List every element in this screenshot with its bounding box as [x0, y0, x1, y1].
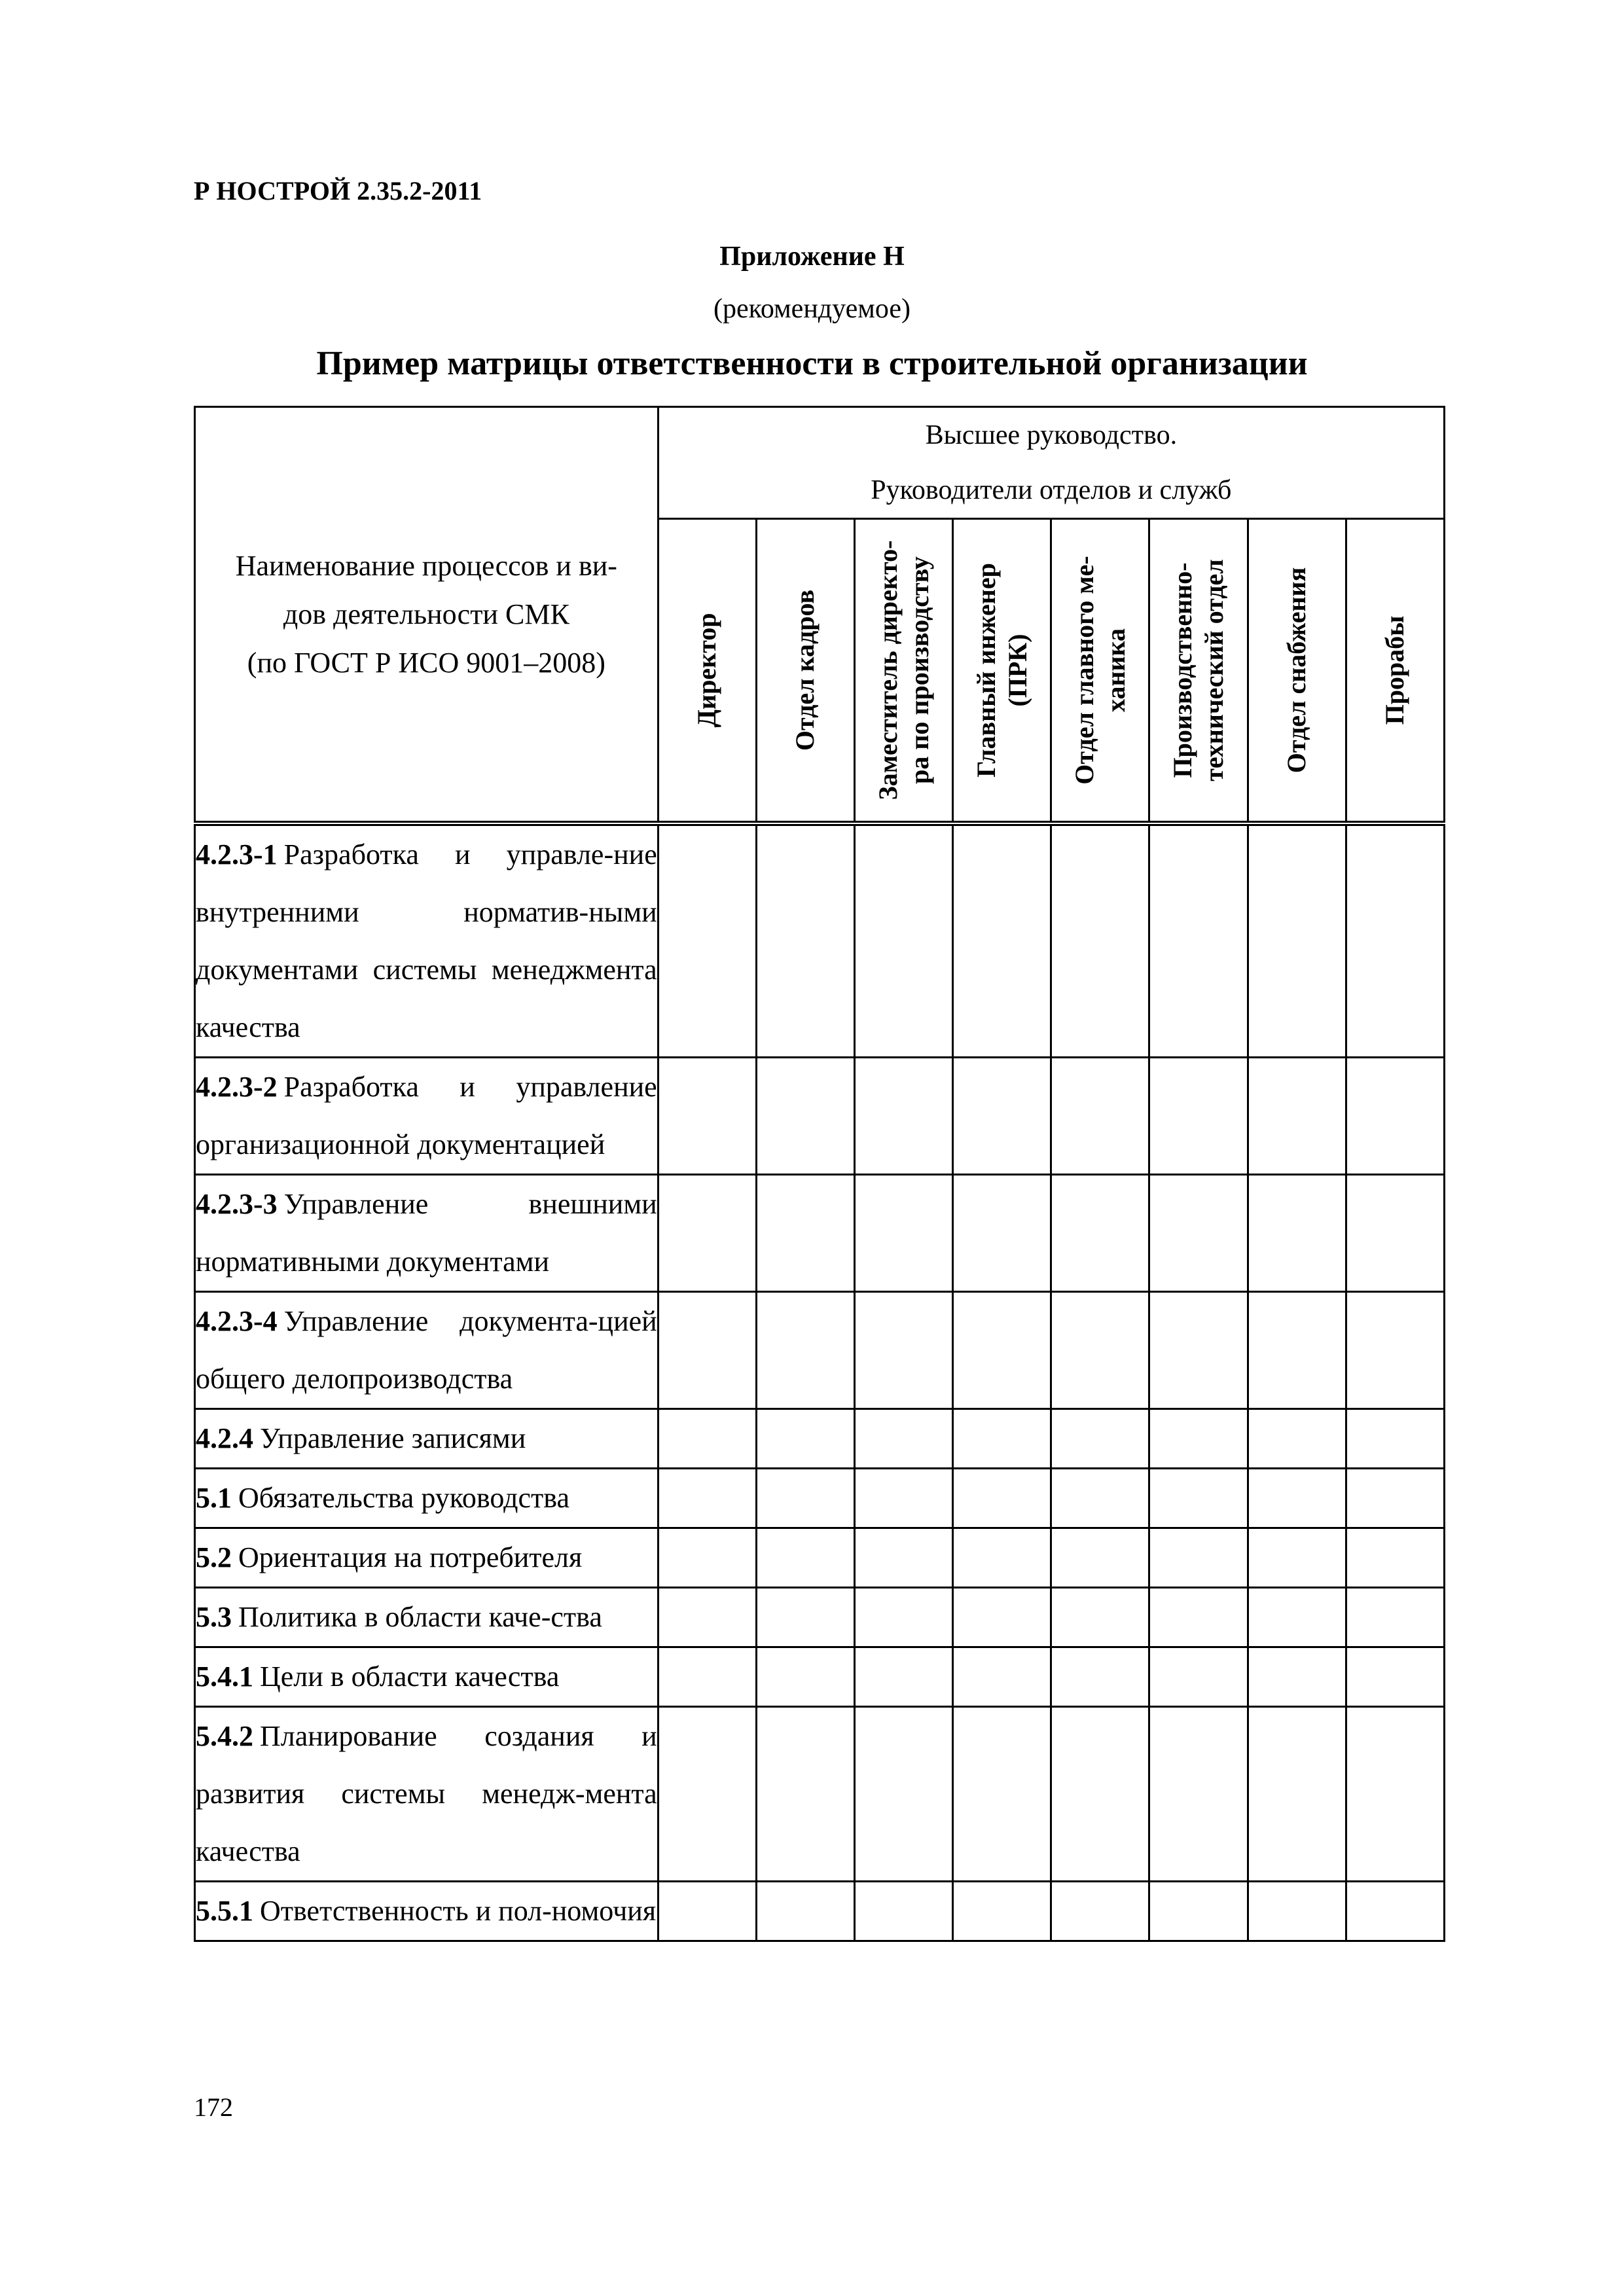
matrix-cell — [855, 1647, 953, 1707]
process-cell — [195, 1469, 659, 1528]
matrix-cell — [1051, 1409, 1149, 1469]
matrix-cell — [658, 1409, 756, 1469]
process-cell — [195, 1175, 659, 1292]
matrix-cell — [1248, 823, 1346, 1058]
matrix-cell — [1149, 1588, 1248, 1647]
matrix-cell — [756, 1707, 854, 1882]
matrix-cell — [953, 1707, 1051, 1882]
matrix-cell — [1346, 1647, 1444, 1707]
matrix-cell — [756, 1058, 854, 1175]
matrix-cell — [1051, 1528, 1149, 1588]
table-row — [195, 1647, 1445, 1707]
matrix-cell — [1248, 1469, 1346, 1528]
process-name: Ориентация на потребителя — [238, 1541, 583, 1573]
matrix-cell — [855, 1409, 953, 1469]
table-row — [195, 1409, 1445, 1469]
process-name: Политика в области каче-ства — [238, 1601, 602, 1633]
matrix-cell — [1346, 1882, 1444, 1941]
matrix-cell — [658, 1882, 756, 1941]
process-cell — [195, 1882, 659, 1941]
process-name: Разработка и управление организационной документацией — [196, 1071, 657, 1160]
role-header-chief-engineer: Главный инженер (ПРК) — [953, 519, 1051, 824]
matrix-cell — [1346, 1409, 1444, 1469]
table-row — [195, 1292, 1445, 1409]
clause-number: 5.4.1 — [196, 1660, 253, 1693]
matrix-cell — [953, 1469, 1051, 1528]
matrix-cell — [1248, 1409, 1346, 1469]
matrix-cell — [1051, 1707, 1149, 1882]
process-cell — [195, 1588, 659, 1647]
matrix-cell — [855, 1058, 953, 1175]
clause-number: 5.2 — [196, 1541, 232, 1573]
process-name: Обязательства руководства — [238, 1482, 569, 1514]
matrix-cell — [756, 1292, 854, 1409]
matrix-cell — [855, 1292, 953, 1409]
matrix-cell — [953, 823, 1051, 1058]
matrix-cell — [1051, 1882, 1149, 1941]
matrix-cell — [1248, 1058, 1346, 1175]
matrix-cell — [756, 1409, 854, 1469]
matrix-cell — [953, 1292, 1051, 1409]
matrix-cell — [1149, 1175, 1248, 1292]
matrix-cell — [756, 1175, 854, 1292]
process-cell — [195, 1292, 659, 1409]
matrix-cell — [1248, 1588, 1346, 1647]
table-row — [195, 1882, 1445, 1941]
table-row — [195, 1175, 1445, 1292]
matrix-cell — [658, 1175, 756, 1292]
process-name: Разработка и управле-ние внутренними норматив-ными документами системы менеджмента качества — [196, 838, 657, 1043]
matrix-cell — [1248, 1528, 1346, 1588]
role-header-hr: Отдел кадров — [756, 519, 854, 824]
matrix-cell — [1149, 1528, 1248, 1588]
table-row — [195, 1588, 1445, 1647]
process-cell — [195, 1058, 659, 1175]
matrix-cell — [953, 1058, 1051, 1175]
matrix-cell — [855, 823, 953, 1058]
role-header-deputy-director: Заместитель директо-ра по производству — [855, 519, 953, 824]
matrix-cell — [658, 823, 756, 1058]
role-header-supply: Отдел снабжения — [1248, 519, 1346, 824]
matrix-cell — [1149, 1647, 1248, 1707]
matrix-cell — [953, 1409, 1051, 1469]
appendix-note: (рекомендуемое) — [713, 294, 911, 324]
matrix-cell — [1346, 823, 1444, 1058]
process-name: Цели в области качества — [260, 1660, 560, 1693]
matrix-cell — [953, 1528, 1051, 1588]
clause-number: 4.2.3-3 — [196, 1188, 278, 1220]
role-header-chief-mechanic: Отдел главного ме-ханика — [1051, 519, 1149, 824]
clause-number: 5.4.2 — [196, 1720, 253, 1752]
matrix-cell — [1248, 1292, 1346, 1409]
matrix-cell — [855, 1588, 953, 1647]
matrix-cell — [1346, 1528, 1444, 1588]
matrix-cell — [756, 1882, 854, 1941]
matrix-cell — [1346, 1588, 1444, 1647]
matrix-cell — [1346, 1175, 1444, 1292]
table-row — [195, 1058, 1445, 1175]
role-header-foremen: Прорабы — [1346, 519, 1444, 824]
matrix-cell — [658, 1292, 756, 1409]
process-cell — [195, 1409, 659, 1469]
process-cell — [195, 823, 659, 1058]
matrix-cell — [658, 1469, 756, 1528]
matrix-cell — [756, 823, 854, 1058]
clause-number: 4.2.3-2 — [196, 1071, 278, 1103]
matrix-cell — [953, 1882, 1051, 1941]
matrix-cell — [1051, 823, 1149, 1058]
matrix-cell — [1051, 1292, 1149, 1409]
matrix-cell — [855, 1175, 953, 1292]
role-header-production-technical: Производственно-технический отдел — [1149, 519, 1248, 824]
matrix-cell — [658, 1588, 756, 1647]
matrix-cell — [1248, 1707, 1346, 1882]
matrix-body — [195, 823, 1445, 1941]
matrix-cell — [1149, 1882, 1248, 1941]
process-name: Планирование создания и развития системы менедж-мента качества — [196, 1720, 657, 1867]
document-code: Р НОСТРОЙ 2.35.2-2011 — [194, 176, 482, 206]
management-group-header: Высшее руководство. Руководители отделов и служб — [658, 407, 1444, 519]
matrix-cell — [953, 1588, 1051, 1647]
process-cell — [195, 1647, 659, 1707]
matrix-cell — [1149, 823, 1248, 1058]
process-cell — [195, 1528, 659, 1588]
matrix-cell — [1149, 1292, 1248, 1409]
matrix-cell — [658, 1528, 756, 1588]
clause-number: 5.1 — [196, 1482, 232, 1514]
table-row — [195, 1469, 1445, 1528]
matrix-cell — [953, 1175, 1051, 1292]
matrix-cell — [855, 1882, 953, 1941]
role-header-director: Директор — [658, 519, 756, 824]
clause-number: 4.2.3-1 — [196, 838, 278, 870]
matrix-cell — [1051, 1469, 1149, 1528]
responsibility-matrix — [194, 406, 1445, 1942]
matrix-cell — [1248, 1175, 1346, 1292]
matrix-cell — [1051, 1588, 1149, 1647]
clause-number: 5.3 — [196, 1601, 232, 1633]
matrix-cell — [1346, 1292, 1444, 1409]
matrix-cell — [1149, 1469, 1248, 1528]
matrix-cell — [756, 1528, 854, 1588]
process-name: Ответственность и пол-номочия — [260, 1895, 657, 1927]
matrix-cell — [1248, 1882, 1346, 1941]
table-row — [195, 1528, 1445, 1588]
process-name-header: Наименование процессов и ви- дов деятельности СМК (по ГОСТ Р ИСО 9001–2008) — [195, 407, 659, 824]
matrix-cell — [1346, 1058, 1444, 1175]
process-cell — [195, 1707, 659, 1882]
matrix-cell — [1149, 1058, 1248, 1175]
process-name: Управление записями — [260, 1422, 526, 1454]
matrix-cell — [1149, 1707, 1248, 1882]
matrix-cell — [756, 1647, 854, 1707]
matrix-cell — [1149, 1409, 1248, 1469]
matrix-cell — [1248, 1647, 1346, 1707]
matrix-cell — [855, 1469, 953, 1528]
matrix-cell — [658, 1707, 756, 1882]
matrix-cell — [658, 1058, 756, 1175]
matrix-cell — [855, 1528, 953, 1588]
matrix-cell — [1051, 1058, 1149, 1175]
process-name: Управление документа-цией общего делопроизводства — [196, 1305, 657, 1395]
matrix-cell — [756, 1469, 854, 1528]
matrix-cell — [756, 1588, 854, 1647]
matrix-cell — [855, 1707, 953, 1882]
clause-number: 4.2.3-4 — [196, 1305, 278, 1337]
appendix-title: Приложение Н — [719, 242, 905, 272]
clause-number: 4.2.4 — [196, 1422, 253, 1454]
table-row — [195, 823, 1445, 1058]
clause-number: 5.5.1 — [196, 1895, 253, 1927]
matrix-cell — [658, 1647, 756, 1707]
matrix-cell — [1346, 1469, 1444, 1528]
matrix-cell — [1051, 1647, 1149, 1707]
document-title: Пример матрицы ответственности в строительной организации — [316, 345, 1308, 382]
matrix-cell — [1346, 1707, 1444, 1882]
matrix-cell — [1051, 1175, 1149, 1292]
table-row — [195, 1707, 1445, 1882]
matrix-cell — [953, 1647, 1051, 1707]
page-number: 172 — [194, 2092, 233, 2122]
process-name: Управление внешними нормативными документами — [196, 1188, 657, 1278]
